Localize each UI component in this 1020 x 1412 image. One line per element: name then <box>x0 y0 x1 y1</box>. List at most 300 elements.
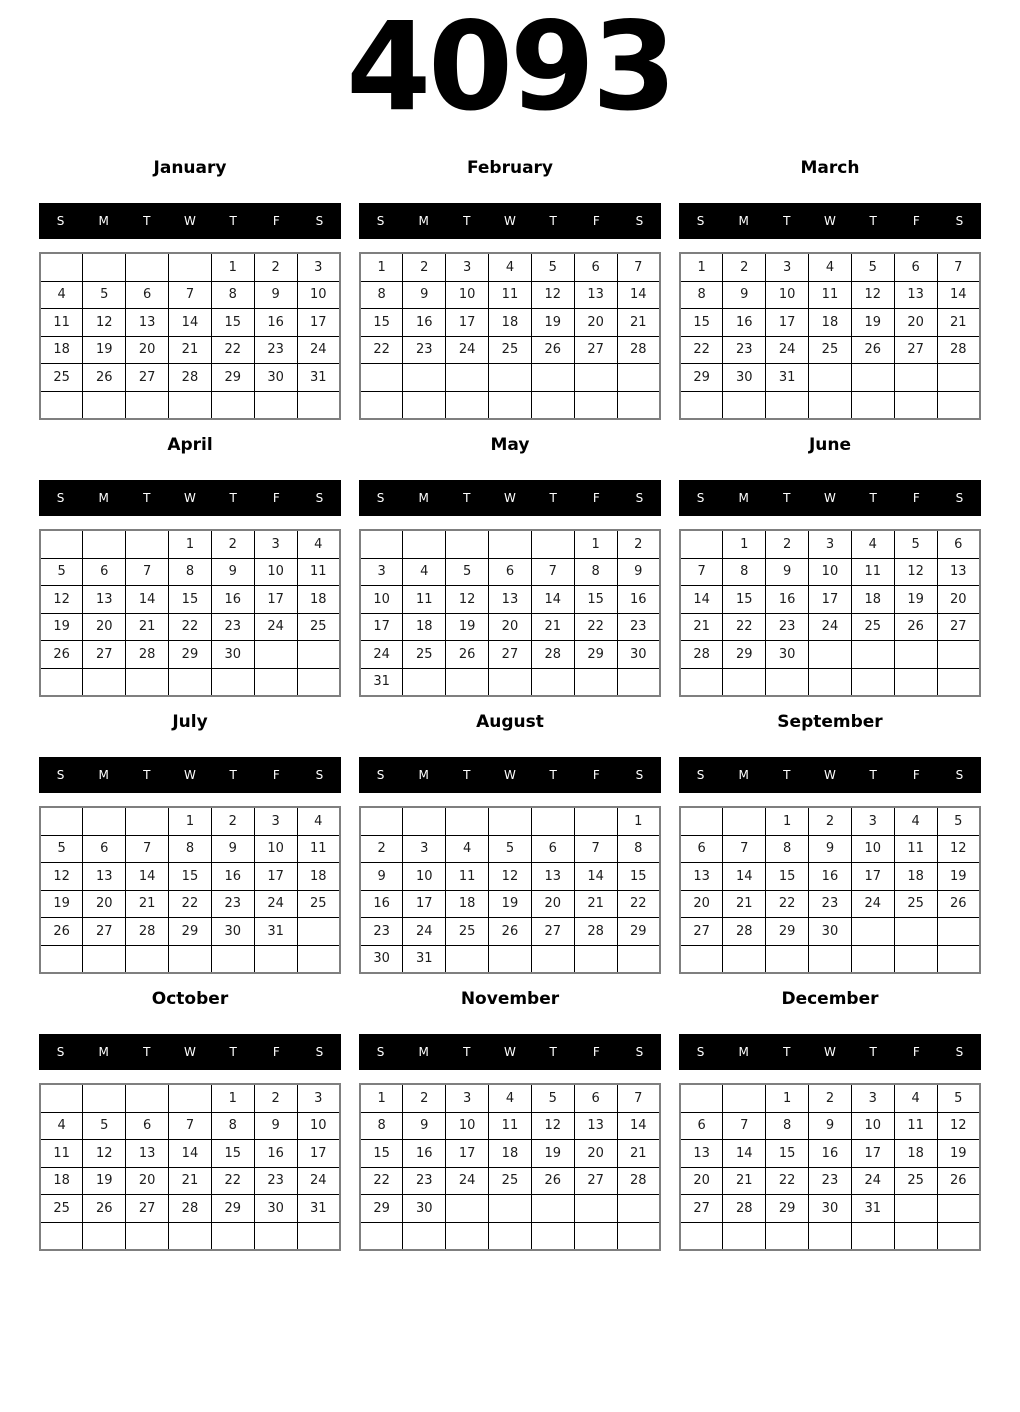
day-cell: 20 <box>574 309 617 337</box>
weekday-label: M <box>738 768 749 782</box>
day-cell: 7 <box>617 1084 660 1112</box>
week-row <box>680 668 980 696</box>
day-cell: 21 <box>169 336 212 364</box>
day-cell: 22 <box>680 336 723 364</box>
weekday-label: T <box>549 491 557 505</box>
weekday-label: S <box>56 214 65 228</box>
day-cell: 17 <box>297 309 340 337</box>
day-cell <box>531 945 574 973</box>
day-cell <box>617 668 660 696</box>
week-row <box>40 1084 340 1112</box>
day-cell <box>851 945 894 973</box>
day-cell: 19 <box>531 309 574 337</box>
day-cell: 15 <box>574 586 617 614</box>
day-cell: 28 <box>169 364 212 392</box>
day-cell: 26 <box>851 336 894 364</box>
day-cell: 13 <box>531 863 574 891</box>
day-cell: 14 <box>126 863 169 891</box>
day-cell: 10 <box>403 863 446 891</box>
day-cell <box>937 918 980 946</box>
day-cell: 22 <box>360 1167 403 1195</box>
day-cell: 14 <box>680 586 723 614</box>
week-row <box>40 253 340 281</box>
month-table <box>679 252 981 420</box>
weekday-label: M <box>738 214 749 228</box>
day-cell <box>937 1195 980 1223</box>
day-cell: 13 <box>83 863 126 891</box>
day-cell <box>403 807 446 835</box>
day-cell: 18 <box>403 613 446 641</box>
day-cell: 20 <box>531 890 574 918</box>
weekday-label: M <box>418 214 429 228</box>
day-cell: 7 <box>126 558 169 586</box>
day-cell <box>211 945 254 973</box>
day-cell: 20 <box>489 613 532 641</box>
day-cell: 26 <box>937 890 980 918</box>
weekday-label: T <box>229 768 237 782</box>
day-cell: 7 <box>169 1112 212 1140</box>
day-cell <box>40 530 83 558</box>
week-row <box>680 1140 980 1168</box>
weekday-label: T <box>229 214 237 228</box>
weekday-label: S <box>376 768 385 782</box>
weekday-label: M <box>418 491 429 505</box>
day-cell <box>617 1195 660 1223</box>
day-cell: 5 <box>937 807 980 835</box>
weekday-label: T <box>463 491 471 505</box>
day-cell: 4 <box>894 807 937 835</box>
day-cell <box>489 530 532 558</box>
day-cell <box>83 391 126 419</box>
week-row <box>680 281 980 309</box>
day-cell: 9 <box>809 1112 852 1140</box>
day-cell: 7 <box>723 835 766 863</box>
week-row <box>360 918 660 946</box>
month-table <box>359 529 661 697</box>
day-cell: 12 <box>937 835 980 863</box>
day-cell: 24 <box>297 336 340 364</box>
day-cell <box>169 668 212 696</box>
day-cell: 18 <box>40 1167 83 1195</box>
day-cell: 18 <box>894 863 937 891</box>
day-cell <box>446 530 489 558</box>
weekday-label: W <box>504 214 516 228</box>
month-title: September <box>777 712 883 732</box>
day-cell <box>297 641 340 669</box>
day-cell: 5 <box>531 1084 574 1112</box>
day-cell: 11 <box>403 586 446 614</box>
day-cell: 21 <box>531 613 574 641</box>
day-cell <box>403 1222 446 1250</box>
weekday-label: S <box>315 491 324 505</box>
day-cell: 28 <box>723 1195 766 1223</box>
day-cell: 6 <box>894 253 937 281</box>
day-cell: 2 <box>211 530 254 558</box>
weekday-label: S <box>696 768 705 782</box>
day-cell: 26 <box>937 1167 980 1195</box>
weekday-label: S <box>955 1045 964 1059</box>
day-cell: 26 <box>531 1167 574 1195</box>
day-cell: 3 <box>851 807 894 835</box>
day-cell: 22 <box>766 890 809 918</box>
month-september <box>679 712 981 974</box>
day-cell <box>169 945 212 973</box>
weekday-label: T <box>143 491 151 505</box>
day-cell <box>403 391 446 419</box>
day-cell: 30 <box>617 641 660 669</box>
weekday-label: W <box>184 1045 196 1059</box>
day-cell: 23 <box>211 613 254 641</box>
day-cell: 19 <box>83 336 126 364</box>
day-cell <box>574 1195 617 1223</box>
day-cell <box>40 1222 83 1250</box>
month-august <box>359 712 661 974</box>
day-cell: 27 <box>126 364 169 392</box>
day-cell: 8 <box>169 558 212 586</box>
day-cell <box>83 807 126 835</box>
weekday-label: S <box>315 1045 324 1059</box>
day-cell: 10 <box>446 281 489 309</box>
day-cell: 13 <box>574 1112 617 1140</box>
month-july <box>39 712 341 974</box>
day-cell: 28 <box>617 336 660 364</box>
day-cell <box>894 1195 937 1223</box>
week-row <box>40 835 340 863</box>
week-row <box>680 863 980 891</box>
week-row <box>40 613 340 641</box>
weekday-label: T <box>869 491 877 505</box>
day-cell: 2 <box>723 253 766 281</box>
day-cell: 11 <box>894 835 937 863</box>
day-cell <box>723 1084 766 1112</box>
week-row <box>360 1140 660 1168</box>
day-cell: 19 <box>446 613 489 641</box>
day-cell: 16 <box>360 890 403 918</box>
day-cell: 12 <box>40 863 83 891</box>
day-cell: 24 <box>766 336 809 364</box>
day-cell: 6 <box>531 835 574 863</box>
week-row <box>360 281 660 309</box>
weekday-label: T <box>869 1045 877 1059</box>
day-cell <box>254 1222 297 1250</box>
weekday-label: S <box>56 768 65 782</box>
week-row <box>680 1195 980 1223</box>
day-cell: 19 <box>531 1140 574 1168</box>
week-row <box>40 1167 340 1195</box>
week-row <box>680 613 980 641</box>
day-cell: 19 <box>83 1167 126 1195</box>
day-cell: 23 <box>723 336 766 364</box>
day-cell: 1 <box>680 253 723 281</box>
week-row <box>680 336 980 364</box>
weekday-label: F <box>272 768 280 782</box>
day-cell: 2 <box>403 253 446 281</box>
day-cell: 21 <box>126 890 169 918</box>
day-cell <box>574 364 617 392</box>
day-cell: 3 <box>254 530 297 558</box>
day-cell <box>446 668 489 696</box>
day-cell <box>766 668 809 696</box>
week-row <box>360 586 660 614</box>
month-table <box>39 806 341 974</box>
week-row <box>360 309 660 337</box>
day-cell: 30 <box>360 945 403 973</box>
day-cell: 30 <box>211 918 254 946</box>
day-cell <box>446 391 489 419</box>
day-cell <box>937 364 980 392</box>
day-cell <box>83 1222 126 1250</box>
day-cell <box>169 1222 212 1250</box>
day-cell <box>894 945 937 973</box>
week-row <box>680 253 980 281</box>
month-october <box>39 989 341 1251</box>
week-row <box>680 530 980 558</box>
day-cell: 1 <box>723 530 766 558</box>
weekday-label: S <box>955 214 964 228</box>
week-row <box>680 945 980 973</box>
month-table <box>679 806 981 974</box>
day-cell: 6 <box>83 835 126 863</box>
day-cell <box>531 668 574 696</box>
day-cell: 14 <box>937 281 980 309</box>
week-row <box>360 863 660 891</box>
day-cell: 3 <box>403 835 446 863</box>
day-cell: 14 <box>617 281 660 309</box>
day-cell: 30 <box>211 641 254 669</box>
day-cell: 1 <box>211 253 254 281</box>
day-cell <box>297 1222 340 1250</box>
day-cell: 25 <box>40 364 83 392</box>
day-cell: 26 <box>40 641 83 669</box>
day-cell <box>83 668 126 696</box>
weekday-header <box>39 757 341 793</box>
day-cell: 25 <box>297 613 340 641</box>
day-cell: 8 <box>211 1112 254 1140</box>
day-cell <box>617 945 660 973</box>
month-table <box>359 1083 661 1251</box>
day-cell <box>894 1222 937 1250</box>
weekday-label: T <box>143 214 151 228</box>
day-cell: 11 <box>297 558 340 586</box>
day-cell: 10 <box>766 281 809 309</box>
day-cell: 1 <box>360 1084 403 1112</box>
week-row <box>680 364 980 392</box>
day-cell: 11 <box>809 281 852 309</box>
week-row <box>40 918 340 946</box>
day-cell: 1 <box>360 253 403 281</box>
week-row <box>40 558 340 586</box>
day-cell: 10 <box>254 835 297 863</box>
day-cell: 14 <box>169 309 212 337</box>
day-cell: 2 <box>360 835 403 863</box>
week-row <box>40 309 340 337</box>
day-cell: 4 <box>446 835 489 863</box>
day-cell <box>126 530 169 558</box>
weekday-header <box>359 757 661 793</box>
day-cell: 18 <box>489 1140 532 1168</box>
day-cell: 8 <box>574 558 617 586</box>
weekday-label: M <box>98 491 109 505</box>
day-cell: 6 <box>574 253 617 281</box>
day-cell <box>809 641 852 669</box>
day-cell: 3 <box>766 253 809 281</box>
day-cell <box>851 364 894 392</box>
weekday-label: F <box>272 1045 280 1059</box>
day-cell: 17 <box>254 863 297 891</box>
week-row <box>40 391 340 419</box>
weekday-label: M <box>98 1045 109 1059</box>
day-cell: 13 <box>83 586 126 614</box>
day-cell: 6 <box>489 558 532 586</box>
day-cell: 2 <box>403 1084 446 1112</box>
day-cell: 16 <box>617 586 660 614</box>
weekday-label: F <box>272 491 280 505</box>
month-table <box>359 252 661 420</box>
day-cell: 5 <box>489 835 532 863</box>
day-cell: 9 <box>617 558 660 586</box>
day-cell <box>937 945 980 973</box>
day-cell: 1 <box>574 530 617 558</box>
weekday-label: T <box>463 214 471 228</box>
day-cell <box>360 391 403 419</box>
day-cell: 7 <box>574 835 617 863</box>
weekday-label: F <box>592 214 600 228</box>
day-cell: 22 <box>723 613 766 641</box>
day-cell: 9 <box>254 1112 297 1140</box>
day-cell <box>894 364 937 392</box>
day-cell: 31 <box>297 1195 340 1223</box>
day-cell: 21 <box>937 309 980 337</box>
day-cell <box>489 1222 532 1250</box>
day-cell: 8 <box>211 281 254 309</box>
day-cell <box>489 945 532 973</box>
weekday-label: F <box>592 491 600 505</box>
day-cell: 10 <box>297 1112 340 1140</box>
day-cell: 21 <box>723 1167 766 1195</box>
day-cell: 29 <box>574 641 617 669</box>
year-title: 4093 <box>346 0 674 138</box>
day-cell <box>574 668 617 696</box>
week-row <box>40 1112 340 1140</box>
day-cell: 19 <box>851 309 894 337</box>
month-title: May <box>490 435 530 455</box>
day-cell: 6 <box>680 835 723 863</box>
week-row <box>360 364 660 392</box>
day-cell: 3 <box>297 253 340 281</box>
day-cell: 21 <box>723 890 766 918</box>
day-cell: 9 <box>211 558 254 586</box>
day-cell: 18 <box>809 309 852 337</box>
day-cell <box>723 807 766 835</box>
weekday-label: W <box>184 214 196 228</box>
day-cell: 21 <box>574 890 617 918</box>
day-cell: 22 <box>211 336 254 364</box>
weekday-label: T <box>783 214 791 228</box>
day-cell <box>531 1222 574 1250</box>
day-cell: 6 <box>83 558 126 586</box>
day-cell: 13 <box>126 1140 169 1168</box>
weekday-label: S <box>635 768 644 782</box>
day-cell: 7 <box>531 558 574 586</box>
day-cell: 11 <box>40 1140 83 1168</box>
week-row <box>40 586 340 614</box>
day-cell: 2 <box>766 530 809 558</box>
month-title: December <box>781 989 879 1009</box>
day-cell: 11 <box>446 863 489 891</box>
week-row <box>40 945 340 973</box>
day-cell: 30 <box>723 364 766 392</box>
day-cell: 5 <box>40 835 83 863</box>
day-cell: 8 <box>169 835 212 863</box>
week-row <box>40 890 340 918</box>
day-cell: 6 <box>574 1084 617 1112</box>
day-cell <box>126 945 169 973</box>
day-cell: 31 <box>851 1195 894 1223</box>
day-cell: 16 <box>766 586 809 614</box>
day-cell <box>446 807 489 835</box>
day-cell <box>894 668 937 696</box>
day-cell: 25 <box>489 336 532 364</box>
weekday-label: W <box>824 1045 836 1059</box>
day-cell <box>766 1222 809 1250</box>
day-cell <box>40 945 83 973</box>
day-cell: 14 <box>531 586 574 614</box>
day-cell: 24 <box>403 918 446 946</box>
day-cell: 25 <box>809 336 852 364</box>
day-cell: 21 <box>169 1167 212 1195</box>
day-cell <box>574 807 617 835</box>
day-cell <box>169 1084 212 1112</box>
day-cell <box>680 391 723 419</box>
day-cell: 13 <box>574 281 617 309</box>
day-cell <box>766 391 809 419</box>
day-cell: 15 <box>617 863 660 891</box>
day-cell <box>83 530 126 558</box>
day-cell: 30 <box>809 918 852 946</box>
day-cell: 26 <box>894 613 937 641</box>
day-cell: 24 <box>254 613 297 641</box>
day-cell: 29 <box>169 918 212 946</box>
day-cell: 18 <box>297 863 340 891</box>
day-cell: 10 <box>446 1112 489 1140</box>
day-cell: 13 <box>894 281 937 309</box>
day-cell: 22 <box>169 890 212 918</box>
day-cell: 27 <box>489 641 532 669</box>
week-row <box>360 668 660 696</box>
weekday-label: T <box>229 1045 237 1059</box>
day-cell: 29 <box>211 364 254 392</box>
day-cell: 10 <box>809 558 852 586</box>
day-cell: 10 <box>851 835 894 863</box>
day-cell: 20 <box>680 890 723 918</box>
day-cell: 11 <box>297 835 340 863</box>
day-cell: 8 <box>766 835 809 863</box>
month-title: July <box>172 712 208 732</box>
day-cell: 4 <box>851 530 894 558</box>
week-row <box>40 530 340 558</box>
day-cell: 9 <box>766 558 809 586</box>
day-cell <box>360 530 403 558</box>
weekday-header <box>679 757 981 793</box>
day-cell: 2 <box>211 807 254 835</box>
day-cell <box>851 641 894 669</box>
month-april <box>39 435 341 697</box>
day-cell: 24 <box>297 1167 340 1195</box>
month-title: October <box>151 989 229 1009</box>
weekday-label: M <box>738 1045 749 1059</box>
day-cell: 24 <box>360 641 403 669</box>
week-row <box>680 558 980 586</box>
